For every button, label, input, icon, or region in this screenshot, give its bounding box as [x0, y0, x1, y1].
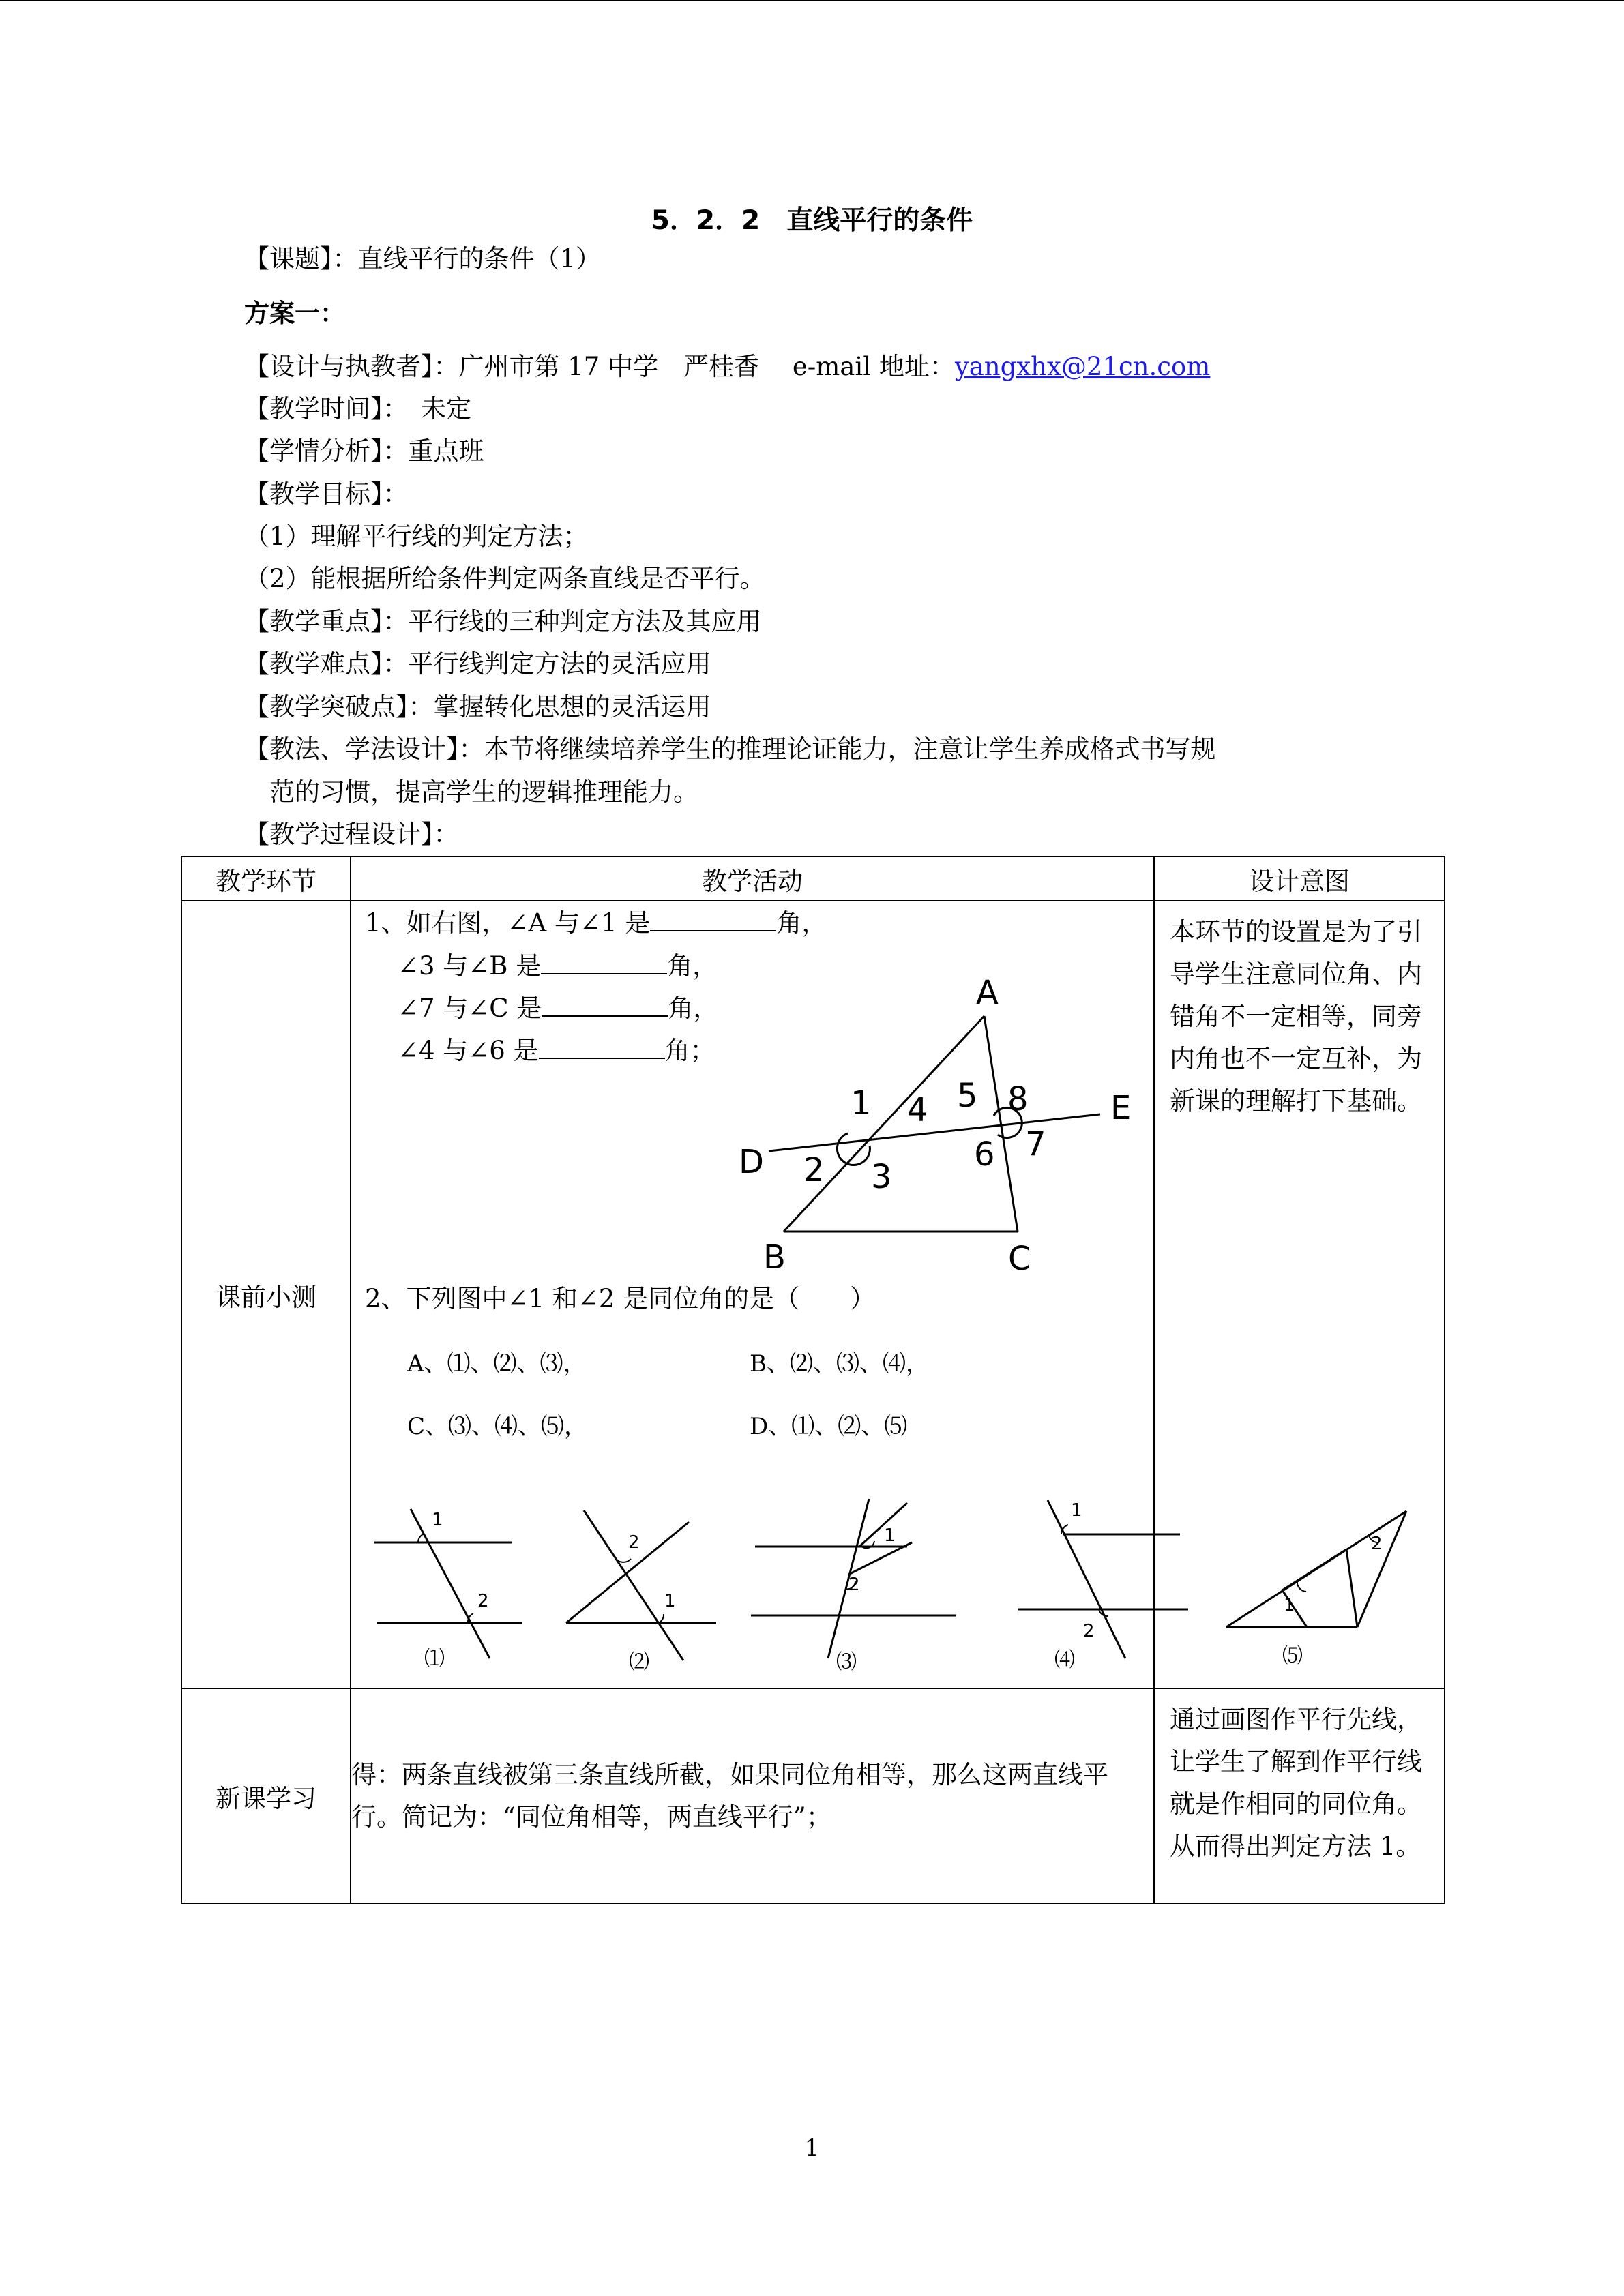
intent-cell: 通过画图作平行先线，让学生了解到作平行线就是作相同的同位角。从而得出判定方法 1。: [1154, 1688, 1445, 1903]
header-intent: 设计意图: [1154, 856, 1445, 901]
q1-line-1: 1、如右图，∠A 与∠1 是 角，: [365, 906, 827, 939]
label-1: 1: [851, 1084, 872, 1122]
fig5-angle-2: 2: [1371, 1534, 1383, 1554]
table-row: [181, 1688, 1445, 1903]
q2-option-b: B、⑵、⑶、⑷，: [750, 1350, 929, 1377]
q2-option-c: C、⑶、⑷、⑸，: [407, 1413, 588, 1440]
q2-option-d: D、⑴、⑵、⑸: [750, 1413, 908, 1440]
label-4: 4: [907, 1091, 928, 1129]
q1-line-2: ∠3 与∠B 是 角，: [398, 949, 718, 982]
label-6: 6: [974, 1135, 995, 1174]
subject-line: 【课题】：直线平行的条件（1）: [244, 244, 602, 273]
label-3: 3: [871, 1158, 892, 1196]
method-line: 【教法、学法设计】：本节将继续培养学生的推理论证能力，注意让学生养成格式书写规: [244, 734, 1216, 764]
fig3-angle-2: 2: [848, 1575, 860, 1595]
fig4-angle-1: 1: [1071, 1500, 1082, 1521]
label-D: D: [739, 1143, 764, 1181]
difficulty-line: 【教学难点】：平行线判定方法的灵活应用: [244, 649, 711, 679]
table-row: [181, 901, 1445, 1688]
fig5-caption: ⑸: [1282, 1644, 1303, 1668]
top-border-line: [0, 0, 1624, 1]
designer-line: 【设计与执教者】：广州市第 17 中学 严桂香 e-mail 地址：yangxhx@21cn.com: [244, 352, 1211, 381]
page-number: 1: [804, 2134, 820, 2162]
time-line: 【教学时间】： 未定: [244, 394, 471, 423]
table-header-row: [181, 856, 1445, 901]
fig1-caption: ⑴: [424, 1647, 445, 1671]
header-section: 教学环节: [181, 856, 351, 901]
header-activity: 教学活动: [351, 856, 1154, 901]
page-title: 5．2．2 直线平行的条件: [651, 205, 973, 236]
email-link[interactable]: yangxhx@21cn.com: [954, 352, 1211, 381]
fig2-caption: ⑵: [629, 1650, 649, 1674]
q2-option-a: A、⑴、⑵、⑶，: [407, 1350, 587, 1377]
label-C: C: [1008, 1240, 1031, 1278]
label-B: B: [763, 1238, 786, 1277]
line-ab: [784, 1016, 984, 1232]
fig3-caption: ⑶: [836, 1650, 857, 1674]
fig1-angle-2: 2: [477, 1591, 489, 1611]
activity-cell: 得：两条直线被第三条直线所截，如果同位角相等，那么这两直线平行。简记为：“同位角相等，两直线平行”；: [351, 1688, 1154, 1903]
analysis-line: 【学情分析】：重点班: [244, 436, 484, 466]
label-E: E: [1110, 1089, 1132, 1127]
goal-1-line: （1）理解平行线的判定方法；: [244, 522, 589, 551]
teaching-process-table: [181, 856, 1445, 1904]
q1-line-3: ∠7 与∠C 是 角，: [398, 991, 718, 1024]
angle-arc-left: [837, 1133, 870, 1165]
fig1-angle-1: 1: [432, 1510, 443, 1530]
goals-line: 【教学目标】：: [244, 479, 409, 509]
label-5: 5: [957, 1077, 978, 1115]
activity-cell: [351, 901, 1154, 1688]
goal-2-line: （2）能根据所给条件判定两条直线是否平行。: [244, 564, 765, 593]
section-cell: 课前小测: [181, 901, 351, 1688]
q1-line-4: ∠4 与∠6 是 角；: [398, 1033, 715, 1067]
fig4-angle-2: 2: [1083, 1621, 1095, 1641]
fig2-angle-2: 2: [628, 1532, 640, 1553]
plan-line: 方案一：: [244, 299, 345, 328]
label-A: A: [976, 974, 999, 1012]
fig3-angle-1: 1: [884, 1525, 896, 1546]
breakthrough-line: 【教学突破点】：掌握转化思想的灵活运用: [244, 692, 711, 721]
fig5-angle-1: 1: [1284, 1595, 1295, 1615]
line-de: [769, 1114, 1100, 1151]
section-cell: 新课学习: [181, 1688, 351, 1903]
fig4-caption: ⑷: [1054, 1648, 1075, 1672]
process-line: 【教学过程设计】：: [244, 820, 459, 849]
method-line-2: 范的习惯，提高学生的逻辑推理能力。: [244, 777, 698, 807]
label-2: 2: [803, 1151, 825, 1189]
q2-question: 2、下列图中∠1 和∠2 是同位角的是（ ）: [365, 1284, 876, 1313]
label-8: 8: [1007, 1080, 1029, 1118]
label-7: 7: [1025, 1125, 1046, 1163]
key-point-line: 【教学重点】：平行线的三种判定方法及其应用: [244, 607, 762, 636]
fig2-angle-1: 1: [664, 1591, 676, 1611]
intent-cell: 本环节的设置是为了引导学生注意同位角、内错角不一定相等，同旁内角也不一定互补，为新课的理解打下基础。: [1154, 901, 1445, 1688]
